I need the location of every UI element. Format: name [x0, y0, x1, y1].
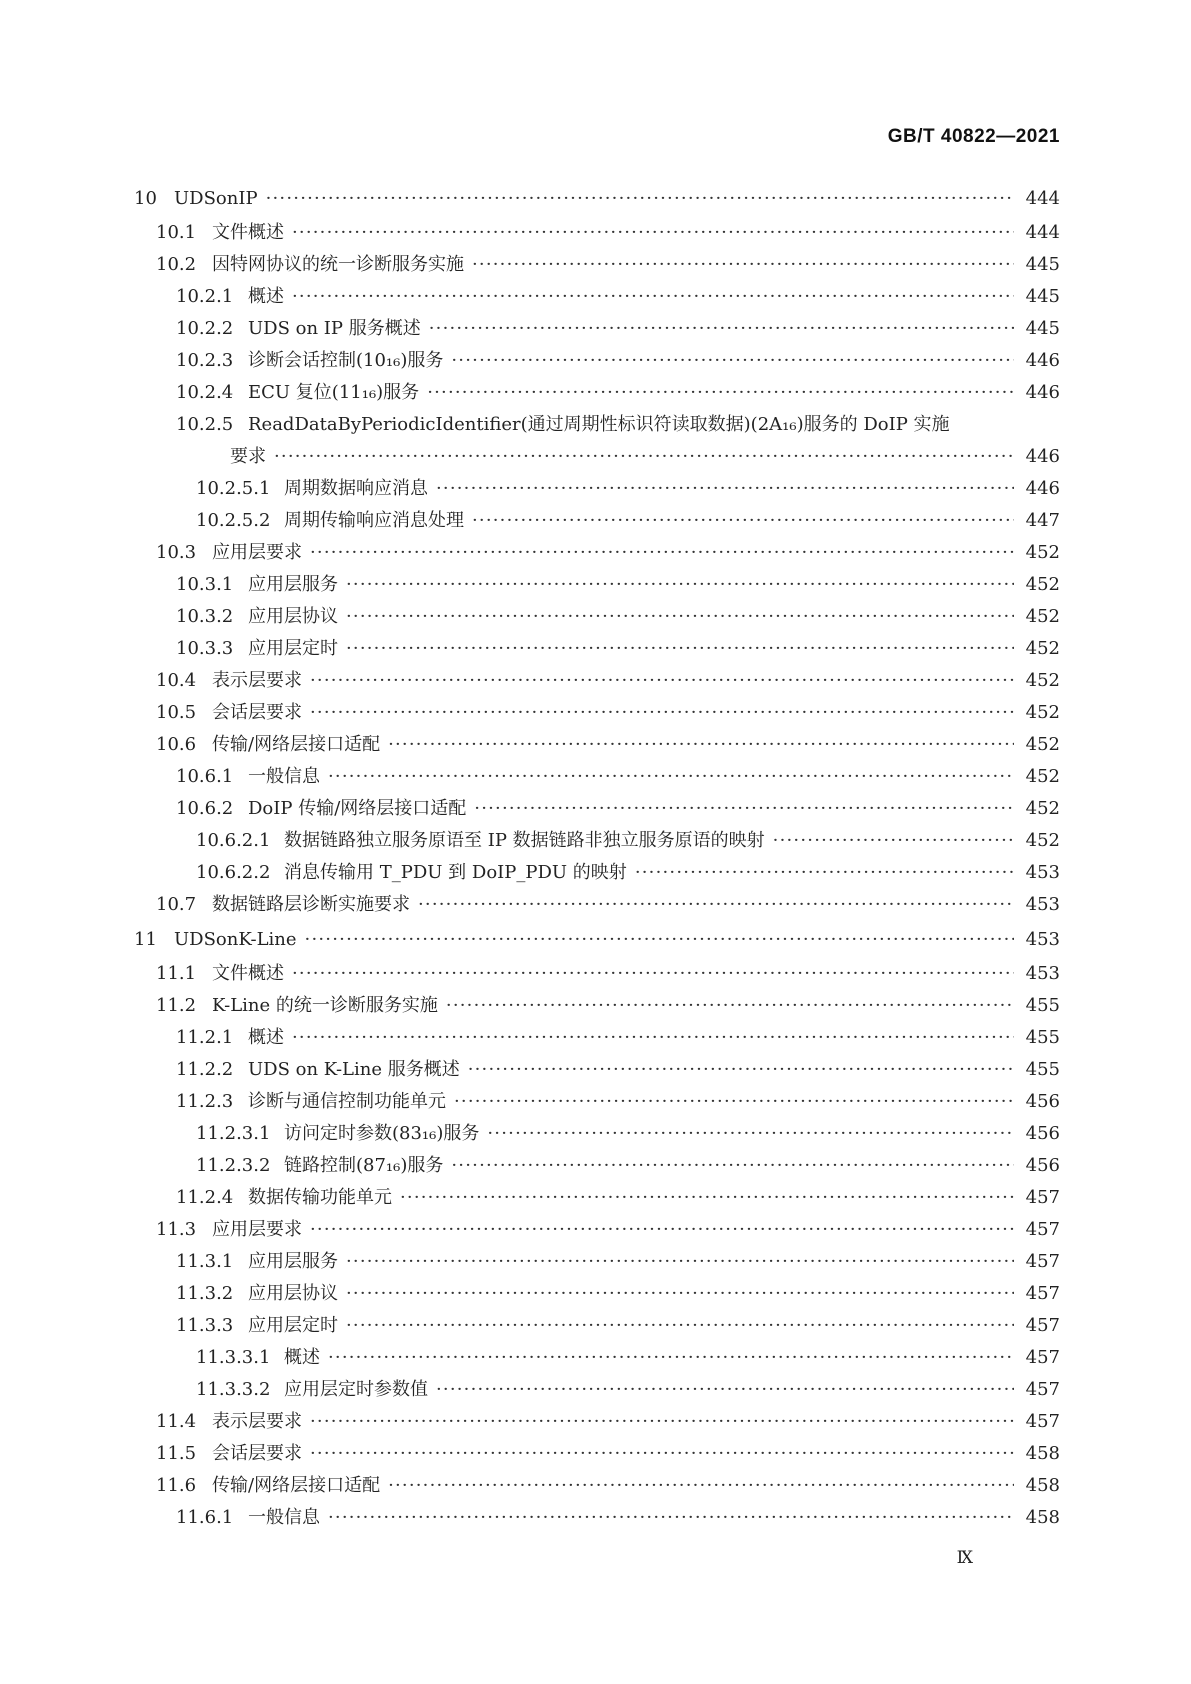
- toc-leader-dots: [310, 537, 1014, 569]
- toc-entry-title: 表示层要求: [212, 670, 302, 691]
- toc-entry[interactable]: [134, 697, 1060, 729]
- toc-entry[interactable]: [134, 665, 1060, 697]
- toc-leader-dots: [346, 1246, 1014, 1278]
- toc-leader-dots: [436, 1374, 1014, 1406]
- toc-entry-title: UDSonK-Line: [174, 929, 297, 950]
- toc-entry-title: 周期传输响应消息处理: [284, 510, 464, 531]
- toc-entry-page: 458: [1025, 1475, 1060, 1496]
- document-code: GB/T 40822—2021: [887, 126, 1060, 147]
- toc-leader-dots: [773, 825, 1014, 857]
- toc-entry[interactable]: [134, 921, 1060, 958]
- toc-entry-title: 数据链路独立服务原语至 IP 数据链路非独立服务原语的映射: [284, 830, 765, 851]
- toc-entry-number: 11.6: [156, 1475, 197, 1496]
- toc-entry[interactable]: [134, 377, 1060, 409]
- toc-entry-title: UDS on K-Line 服务概述: [248, 1059, 460, 1080]
- toc-leader-dots: [328, 761, 1014, 793]
- toc-entry-title: 诊断与通信控制功能单元: [248, 1091, 446, 1112]
- toc-leader-dots: [451, 1150, 1014, 1182]
- toc-entry-page: 456: [1025, 1091, 1060, 1112]
- toc-entry-title: 一般信息: [248, 1507, 320, 1528]
- toc-entry-page: 445: [1025, 318, 1060, 339]
- toc-entry[interactable]: [134, 1406, 1060, 1438]
- toc-leader-dots: [274, 441, 1014, 473]
- toc-entry-title: 数据链路层诊断实施要求: [212, 894, 410, 915]
- toc-entry-page: 457: [1025, 1219, 1060, 1240]
- toc-leader-dots: [346, 1310, 1014, 1342]
- toc-entry-title: 因特网协议的统一诊断服务实施: [212, 254, 464, 275]
- toc-entry-page: 445: [1025, 254, 1060, 275]
- toc-entry-page: 452: [1025, 798, 1060, 819]
- toc-entry-page: 452: [1025, 702, 1060, 723]
- toc-entry-number: 10.4: [156, 670, 197, 691]
- toc-entry[interactable]: [134, 958, 1060, 990]
- toc-entry[interactable]: [134, 1246, 1060, 1278]
- toc-entry-title: 应用层协议: [248, 1283, 338, 1304]
- toc-entry[interactable]: [134, 1374, 1060, 1406]
- toc-entry-title: 传输/网络层接口适配: [212, 1475, 381, 1496]
- toc-leader-dots: [487, 1118, 1014, 1150]
- toc-entry-title: 应用层要求: [212, 542, 302, 563]
- toc-entry-title: 文件概述: [212, 222, 284, 243]
- toc-leader-dots: [472, 249, 1014, 281]
- toc-entry-number: 10.3.3: [176, 638, 234, 659]
- toc-entry[interactable]: [134, 569, 1060, 601]
- toc-entry-number: 11.2.4: [176, 1187, 234, 1208]
- toc-entry-number: 10.2: [156, 254, 197, 275]
- toc-entry-title: 文件概述: [212, 963, 284, 984]
- toc-entry-number: 11.5: [156, 1443, 197, 1464]
- toc-entry-title: 数据传输功能单元: [248, 1187, 392, 1208]
- toc-entry-number: 10.1: [156, 222, 197, 243]
- toc-entry[interactable]: [134, 249, 1060, 281]
- toc-entry-page: 458: [1025, 1507, 1060, 1528]
- toc-entry[interactable]: [134, 1310, 1060, 1342]
- toc-entry-page: 456: [1025, 1155, 1060, 1176]
- toc-entry[interactable]: [134, 1438, 1060, 1470]
- toc-entry-title: 周期数据响应消息: [284, 478, 428, 499]
- toc-entry[interactable]: [134, 1022, 1060, 1054]
- toc-entry-page: 452: [1025, 574, 1060, 595]
- toc-entry-title: K-Line 的统一诊断服务实施: [212, 995, 438, 1016]
- toc-entry[interactable]: [134, 1278, 1060, 1310]
- toc-entry-number: 10.6.2.2: [196, 862, 271, 883]
- toc-entry-number: 10.2.4: [176, 382, 234, 403]
- toc-entry-page: 457: [1025, 1411, 1060, 1432]
- toc-entry[interactable]: [134, 1342, 1060, 1374]
- toc-entry-page: 446: [1025, 382, 1060, 403]
- toc-entry[interactable]: [134, 793, 1060, 825]
- toc-leader-dots: [292, 281, 1014, 313]
- toc-entry-number: 11.4: [156, 1411, 197, 1432]
- toc-leader-dots: [310, 697, 1014, 729]
- toc-entry-title: 概述: [248, 286, 284, 307]
- toc-leader-dots: [436, 473, 1014, 505]
- toc-entry[interactable]: [134, 729, 1060, 761]
- toc-entry-number: 11.3: [156, 1219, 197, 1240]
- toc-entry-number: 10: [134, 188, 157, 209]
- toc-entry-number: 10.3: [156, 542, 197, 563]
- page-folio: Ⅸ: [956, 1548, 973, 1568]
- toc-entry-number: 10.2.2: [176, 318, 234, 339]
- toc-entry-number: 11.3.3.2: [196, 1379, 271, 1400]
- toc-leader-dots: [292, 217, 1014, 249]
- toc-entry[interactable]: [134, 633, 1060, 665]
- toc-entry[interactable]: [134, 1150, 1060, 1182]
- toc-entry-number: 10.3.2: [176, 606, 234, 627]
- toc-entry[interactable]: [134, 473, 1060, 505]
- toc-entry-number: 11.3.2: [176, 1283, 234, 1304]
- toc-entry-number: 11.2.3.2: [196, 1155, 271, 1176]
- toc-entry-page: 457: [1025, 1347, 1060, 1368]
- toc-entry-number: 10.5: [156, 702, 197, 723]
- toc-entry-number: 11.2.2: [176, 1059, 234, 1080]
- toc-entry[interactable]: [134, 281, 1060, 313]
- toc-leader-dots: [346, 601, 1014, 633]
- toc-entry[interactable]: [134, 825, 1060, 857]
- toc-entry-page: 452: [1025, 542, 1060, 563]
- toc-leader-dots: [305, 921, 1014, 958]
- toc-leader-dots: [468, 1054, 1014, 1086]
- toc-leader-dots: [418, 889, 1014, 921]
- toc-entry[interactable]: [134, 1502, 1060, 1534]
- toc-entry[interactable]: [134, 345, 1060, 377]
- toc-entry-page: 445: [1025, 286, 1060, 307]
- toc-entry-page: 457: [1025, 1315, 1060, 1336]
- toc-entry[interactable]: [134, 1118, 1060, 1150]
- toc-entry-page: 458: [1025, 1443, 1060, 1464]
- toc-entry-title: ReadDataByPeriodicIdentifier(通过周期性标识符读取数据)(2A₁₆)服务的 DoIP 实施: [248, 414, 950, 435]
- toc-entry-page: 444: [1025, 222, 1060, 243]
- toc-leader-dots: [346, 1278, 1014, 1310]
- toc-leader-dots: [451, 345, 1014, 377]
- toc-leader-dots: [310, 1214, 1014, 1246]
- toc-leader-dots: [400, 1182, 1014, 1214]
- toc-entry-number: 11.3.1: [176, 1251, 234, 1272]
- toc-entry-title: 会话层要求: [212, 1443, 302, 1464]
- toc-entry-page: 452: [1025, 606, 1060, 627]
- toc-entry-number: 10.6.1: [176, 766, 234, 787]
- toc-entry-number: 10.6: [156, 734, 197, 755]
- toc-entry-title: DoIP 传输/网络层接口适配: [248, 798, 467, 819]
- toc-entry-page: 446: [1025, 350, 1060, 371]
- toc-entry-page: 455: [1025, 995, 1060, 1016]
- toc-entry-title: UDS on IP 服务概述: [248, 318, 421, 339]
- toc-leader-dots: [346, 633, 1014, 665]
- toc-entry-page: 452: [1025, 638, 1060, 659]
- toc-entry[interactable]: [134, 180, 1060, 217]
- toc-entry[interactable]: [134, 990, 1060, 1022]
- toc-entry-title: 消息传输用 T_PDU 到 DoIP_PDU 的映射: [284, 862, 627, 883]
- toc-leader-dots: [388, 729, 1014, 761]
- toc-entry[interactable]: [134, 1182, 1060, 1214]
- toc-entry[interactable]: [134, 761, 1060, 793]
- toc-entry-page: 453: [1025, 963, 1060, 984]
- toc-leader-dots: [310, 1438, 1014, 1470]
- toc-leader-dots: [292, 1022, 1014, 1054]
- toc-entry[interactable]: [134, 1214, 1060, 1246]
- toc-entry-number: 10.2.3: [176, 350, 234, 371]
- toc-entry[interactable]: [134, 857, 1060, 889]
- toc-entry-page: 452: [1025, 830, 1060, 851]
- toc-leader-dots: [310, 1406, 1014, 1438]
- toc-leader-dots: [266, 180, 1014, 217]
- toc-entry-page: 457: [1025, 1251, 1060, 1272]
- toc-leader-dots: [446, 990, 1014, 1022]
- toc-entry[interactable]: [134, 217, 1060, 249]
- toc-entry-page: 447: [1025, 510, 1060, 531]
- toc-entry-title: 概述: [284, 1347, 320, 1368]
- toc-entry[interactable]: [134, 505, 1060, 537]
- toc-entry-page: 457: [1025, 1379, 1060, 1400]
- toc-entry-page: 452: [1025, 766, 1060, 787]
- toc-entry-page: 444: [1025, 188, 1060, 209]
- toc-entry-title: UDSonIP: [174, 188, 258, 209]
- toc-entry-title: 要求: [230, 446, 266, 467]
- toc-entry[interactable]: [134, 313, 1060, 345]
- toc-entry-number: 11.3.3: [176, 1315, 234, 1336]
- toc-entry-page: 455: [1025, 1059, 1060, 1080]
- toc-entry[interactable]: [134, 1054, 1060, 1086]
- toc-entry-title: 表示层要求: [212, 1411, 302, 1432]
- toc-entry-title: 应用层协议: [248, 606, 338, 627]
- toc-leader-dots: [310, 665, 1014, 697]
- toc-entry[interactable]: [134, 537, 1060, 569]
- toc-entry-number: 11: [134, 929, 157, 950]
- toc-entry-page: 457: [1025, 1283, 1060, 1304]
- toc-entry-number: 10.6.2: [176, 798, 234, 819]
- toc-leader-dots: [328, 1502, 1014, 1534]
- toc-entry-title: 概述: [248, 1027, 284, 1048]
- toc-leader-dots: [388, 1470, 1014, 1502]
- toc-leader-dots: [292, 958, 1014, 990]
- toc-leader-dots: [429, 313, 1014, 345]
- toc-entry-page: 457: [1025, 1187, 1060, 1208]
- toc-entry-title: 应用层要求: [212, 1219, 302, 1240]
- toc-entry-number: 11.6.1: [176, 1507, 234, 1528]
- toc-entry-number: 10.2.1: [176, 286, 234, 307]
- toc-entry-title: 应用层服务: [248, 574, 338, 595]
- toc-entry-page: 455: [1025, 1027, 1060, 1048]
- toc-entry[interactable]: [134, 409, 1060, 441]
- toc-entry-number: 10.2.5: [176, 414, 234, 435]
- toc-leader-dots: [454, 1086, 1014, 1118]
- toc-entry-page: 456: [1025, 1123, 1060, 1144]
- toc-entry-page: 453: [1025, 929, 1060, 950]
- toc-leader-dots: [474, 793, 1014, 825]
- toc-leader-dots: [346, 569, 1014, 601]
- toc-entry-page: 452: [1025, 670, 1060, 691]
- toc-entry-number: 10.7: [156, 894, 197, 915]
- toc-entry[interactable]: [134, 601, 1060, 633]
- toc-entry-number: 11.1: [156, 963, 197, 984]
- toc-entry-title: 一般信息: [248, 766, 320, 787]
- toc-entry-number: 11.2: [156, 995, 197, 1016]
- toc-entry-number: 11.2.1: [176, 1027, 234, 1048]
- toc-leader-dots: [472, 505, 1014, 537]
- toc-entry-number: 10.3.1: [176, 574, 234, 595]
- toc-entry[interactable]: [134, 1470, 1060, 1502]
- toc-entry[interactable]: [134, 441, 1060, 473]
- toc-entry-page: 452: [1025, 734, 1060, 755]
- toc-entry[interactable]: [134, 1086, 1060, 1118]
- toc-entry-title: 诊断会话控制(10₁₆)服务: [248, 350, 444, 371]
- toc-entry-title: ECU 复位(11₁₆)服务: [248, 382, 420, 403]
- toc-leader-dots: [635, 857, 1014, 889]
- toc-entry-page: 453: [1025, 862, 1060, 883]
- toc-leader-dots: [328, 1342, 1014, 1374]
- toc-entry-page: 453: [1025, 894, 1060, 915]
- toc-entry-number: 11.2.3: [176, 1091, 234, 1112]
- toc-entry-number: 10.2.5.2: [196, 510, 271, 531]
- table-of-contents: [134, 180, 1060, 1534]
- toc-entry-page: 446: [1025, 478, 1060, 499]
- toc-leader-dots: [427, 377, 1014, 409]
- toc-entry-title: 传输/网络层接口适配: [212, 734, 381, 755]
- toc-entry-title: 链路控制(87₁₆)服务: [284, 1155, 444, 1176]
- toc-entry-title: 应用层定时: [248, 1315, 338, 1336]
- toc-entry-number: 10.2.5.1: [196, 478, 271, 499]
- toc-entry-title: 应用层服务: [248, 1251, 338, 1272]
- toc-entry-title: 应用层定时参数值: [284, 1379, 428, 1400]
- toc-entry-title: 会话层要求: [212, 702, 302, 723]
- toc-entry-number: 11.2.3.1: [196, 1123, 271, 1144]
- toc-entry-page: 446: [1025, 446, 1060, 467]
- toc-entry-title: 访问定时参数(83₁₆)服务: [284, 1123, 480, 1144]
- toc-entry-number: 11.3.3.1: [196, 1347, 271, 1368]
- toc-entry-number: 10.6.2.1: [196, 830, 271, 851]
- toc-entry-title: 应用层定时: [248, 638, 338, 659]
- toc-entry[interactable]: [134, 889, 1060, 921]
